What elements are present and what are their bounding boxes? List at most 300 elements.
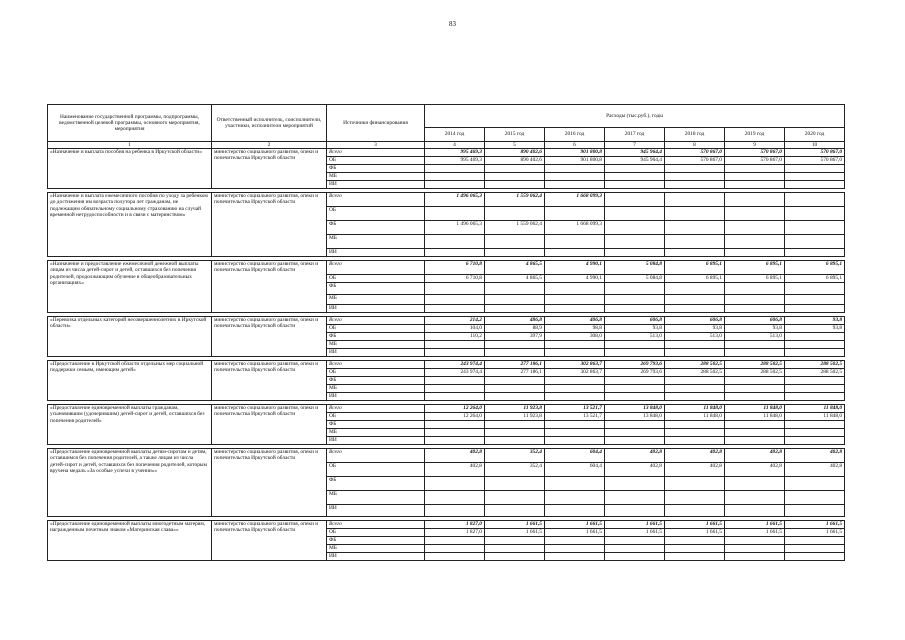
expense-value: 6 895,1 bbox=[785, 275, 845, 283]
expense-value: 1 661,5 bbox=[545, 529, 605, 537]
expense-value bbox=[725, 341, 785, 349]
page-number: 83 bbox=[449, 20, 456, 28]
expense-value bbox=[605, 421, 665, 429]
expense-value: 5 084,8 bbox=[605, 261, 665, 275]
expense-value: 406,8 bbox=[545, 317, 605, 325]
table-row bbox=[48, 361, 845, 369]
expense-value bbox=[785, 429, 845, 437]
expense-value bbox=[425, 505, 485, 517]
program-name: «Назначение и выплата ежемесячного пособия по уходу за ребенком до достижения им возраста полутора лет гражданам, не подлежащим обязательному социальному страхованию на случай временной нетрудоспособности и в связи с материнством» bbox=[48, 193, 212, 257]
expense-value: 570 867,0 bbox=[785, 157, 845, 165]
expense-value: 1 661,5 bbox=[725, 521, 785, 529]
expense-value bbox=[665, 437, 725, 445]
expense-value bbox=[545, 505, 605, 517]
program-name: «Предоставление единовременной выплаты детям-сиротам и детям, оставшимся без попечения родителей, а также лицам из числа детей-сирот и детей, оставшихся без попечения родителей, которым вручена медаль «За особые успехи в учении»» bbox=[48, 449, 212, 517]
expense-value: 606,8 bbox=[605, 317, 665, 325]
expense-value: 402,8 bbox=[605, 463, 665, 477]
expense-value: 13 848,0 bbox=[605, 405, 665, 413]
funding-source: МБ bbox=[327, 235, 425, 249]
funding-source: МБ bbox=[327, 385, 425, 393]
expense-value bbox=[425, 283, 485, 295]
expense-value bbox=[665, 173, 725, 181]
table-row bbox=[48, 405, 845, 413]
expense-value bbox=[485, 295, 545, 305]
header-expenses: Расходы (тыс.руб.), годы bbox=[425, 105, 845, 128]
expense-value: 570 867,0 bbox=[665, 157, 725, 165]
funding-source: МБ bbox=[327, 545, 425, 553]
program-name: «Перевозка отдельных категорий несовершеннолетних в Иркутской области» bbox=[48, 317, 212, 357]
expense-value bbox=[725, 305, 785, 313]
expense-value bbox=[485, 421, 545, 429]
expense-value: 1 827,0 bbox=[425, 521, 485, 529]
expense-value: 277 186,1 bbox=[485, 361, 545, 369]
expense-value: 4 865,5 bbox=[485, 261, 545, 275]
funding-source: ИИ bbox=[327, 349, 425, 357]
funding-source: ИИ bbox=[327, 553, 425, 561]
responsible-executor: министерство социального развития, опеки и попечительства Иркутской области bbox=[212, 405, 327, 445]
expense-value: 6 710,8 bbox=[425, 275, 485, 283]
expense-value bbox=[545, 393, 605, 401]
expense-value: 890 402,6 bbox=[485, 149, 545, 157]
funding-source: МБ bbox=[327, 491, 425, 505]
funding-source: ОБ bbox=[327, 325, 425, 333]
expense-value: 570 867,0 bbox=[725, 149, 785, 157]
expense-value: 1 496 065,3 bbox=[425, 193, 485, 207]
expense-value bbox=[485, 249, 545, 257]
funding-source: Всего bbox=[327, 261, 425, 275]
expense-value: 6 895,1 bbox=[665, 275, 725, 283]
column-number: 3 bbox=[327, 142, 425, 149]
table-row bbox=[48, 521, 845, 529]
expense-value: 11 923,8 bbox=[485, 405, 545, 413]
expense-value bbox=[485, 207, 545, 221]
expense-value: 110,2 bbox=[425, 333, 485, 341]
expense-value bbox=[605, 207, 665, 221]
expense-value bbox=[545, 207, 605, 221]
expense-value bbox=[485, 305, 545, 313]
expense-value: 1 496 065,3 bbox=[425, 221, 485, 235]
expense-value bbox=[725, 477, 785, 491]
expense-value: 269 793,6 bbox=[605, 369, 665, 377]
funding-source: ОБ bbox=[327, 413, 425, 421]
expense-value: 570 867,0 bbox=[725, 157, 785, 165]
expense-value bbox=[725, 283, 785, 295]
program-name: «Предоставление единовременной выплаты гражданам, усыновившим (удочерившим) детей-сирот и детей, оставшихся без попечения родителей» bbox=[48, 405, 212, 445]
expense-value bbox=[485, 477, 545, 491]
expense-value: 604,4 bbox=[545, 449, 605, 463]
expense-value bbox=[725, 249, 785, 257]
expense-value: 11 848,0 bbox=[665, 405, 725, 413]
expense-value: 1 661,5 bbox=[605, 521, 665, 529]
program-name: «Назначение и предоставление ежемесячной денежной выплаты лицам из числа детей-сирот и детей, оставшихся без попечения родителей, продолжающим обучение в общеобразовательных организациях» bbox=[48, 261, 212, 313]
funding-source: Всего bbox=[327, 193, 425, 207]
column-number: 2 bbox=[212, 142, 327, 149]
expense-value: 1 661,5 bbox=[665, 529, 725, 537]
expense-value: 606,8 bbox=[665, 317, 725, 325]
expense-value bbox=[725, 349, 785, 357]
expense-value bbox=[425, 545, 485, 553]
expense-value bbox=[425, 235, 485, 249]
expense-value bbox=[545, 295, 605, 305]
column-number: 8 bbox=[665, 142, 725, 149]
expense-value bbox=[785, 305, 845, 313]
expense-value: 104,0 bbox=[425, 325, 485, 333]
expense-value: 11 923,8 bbox=[485, 413, 545, 421]
expense-value: 1 559 062,4 bbox=[485, 221, 545, 235]
expense-value: 88,9 bbox=[485, 325, 545, 333]
expense-value bbox=[785, 181, 845, 189]
expense-value: 4 865,5 bbox=[485, 275, 545, 283]
expense-value bbox=[485, 393, 545, 401]
expense-value bbox=[605, 193, 665, 207]
column-number: 6 bbox=[545, 142, 605, 149]
expense-value bbox=[605, 545, 665, 553]
expense-value: 243 974,4 bbox=[425, 361, 485, 369]
column-number: 5 bbox=[485, 142, 545, 149]
expense-value: 269 793,6 bbox=[605, 361, 665, 369]
expense-value bbox=[665, 421, 725, 429]
expense-value bbox=[725, 295, 785, 305]
expense-value bbox=[665, 235, 725, 249]
expense-value bbox=[785, 545, 845, 553]
expense-value bbox=[785, 295, 845, 305]
expense-value bbox=[665, 207, 725, 221]
column-number: 10 bbox=[785, 142, 845, 149]
expense-value: 302 863,7 bbox=[545, 361, 605, 369]
expense-value: 93,8 bbox=[785, 317, 845, 325]
funding-source: ФБ bbox=[327, 377, 425, 385]
expense-value bbox=[665, 385, 725, 393]
expense-value: 945 964,4 bbox=[605, 149, 665, 157]
expense-value bbox=[605, 477, 665, 491]
expense-value: 1 668 099,3 bbox=[545, 193, 605, 207]
funding-source: ФБ bbox=[327, 333, 425, 341]
expense-value bbox=[545, 249, 605, 257]
expense-value bbox=[485, 429, 545, 437]
expense-value: 11 848,0 bbox=[785, 405, 845, 413]
expense-value bbox=[785, 393, 845, 401]
expense-value bbox=[665, 349, 725, 357]
header-year: 2014 год bbox=[425, 128, 485, 142]
expense-value bbox=[665, 283, 725, 295]
header-year: 2016 год bbox=[545, 128, 605, 142]
expense-value: 513,0 bbox=[605, 333, 665, 341]
expense-value bbox=[485, 349, 545, 357]
header-responsible: Ответственный исполнитель, соисполнители, участники, исполнители мероприятий bbox=[212, 105, 327, 142]
expense-value: 11 848,0 bbox=[725, 405, 785, 413]
expense-value bbox=[725, 193, 785, 207]
expense-value: 890 402,6 bbox=[485, 157, 545, 165]
expense-value bbox=[725, 207, 785, 221]
expense-value bbox=[425, 207, 485, 221]
expense-value bbox=[425, 537, 485, 545]
expense-value bbox=[425, 553, 485, 561]
expense-value bbox=[605, 295, 665, 305]
expense-value bbox=[545, 491, 605, 505]
funding-source: ОБ bbox=[327, 463, 425, 477]
expense-value: 995 469,3 bbox=[425, 149, 485, 157]
expense-value bbox=[785, 341, 845, 349]
expense-value bbox=[605, 505, 665, 517]
expense-value bbox=[485, 537, 545, 545]
funding-source: ИИ bbox=[327, 437, 425, 445]
expense-value: 243 974,4 bbox=[425, 369, 485, 377]
funding-source: ФБ bbox=[327, 283, 425, 295]
expense-value bbox=[545, 385, 605, 393]
expense-value bbox=[725, 491, 785, 505]
expense-value bbox=[605, 283, 665, 295]
expense-value: 1 661,5 bbox=[485, 521, 545, 529]
expense-value: 606,8 bbox=[725, 317, 785, 325]
expense-value bbox=[605, 181, 665, 189]
expense-value bbox=[425, 295, 485, 305]
expense-value bbox=[785, 385, 845, 393]
expense-value bbox=[605, 221, 665, 235]
funding-source: МБ bbox=[327, 341, 425, 349]
expense-value: 288 502,5 bbox=[725, 369, 785, 377]
expense-value bbox=[425, 305, 485, 313]
responsible-executor: министерство социального развития, опеки и попечительства Иркутской области bbox=[212, 149, 327, 189]
expense-value bbox=[785, 553, 845, 561]
expense-value bbox=[785, 283, 845, 295]
header-year: 2020 год bbox=[785, 128, 845, 142]
expense-value bbox=[665, 193, 725, 207]
expense-value bbox=[485, 377, 545, 385]
expense-value bbox=[425, 377, 485, 385]
expense-value bbox=[605, 235, 665, 249]
expense-value bbox=[425, 249, 485, 257]
expense-value: 308,0 bbox=[545, 333, 605, 341]
expense-value bbox=[725, 421, 785, 429]
expense-value bbox=[425, 491, 485, 505]
expense-value: 513,0 bbox=[725, 333, 785, 341]
expense-value: 995 469,3 bbox=[425, 157, 485, 165]
header-year: 2018 год bbox=[665, 128, 725, 142]
expense-value: 6 710,8 bbox=[425, 261, 485, 275]
expense-value bbox=[425, 385, 485, 393]
expense-value bbox=[665, 505, 725, 517]
funding-source: ИИ bbox=[327, 505, 425, 517]
expense-value bbox=[725, 429, 785, 437]
expense-value bbox=[665, 249, 725, 257]
expense-value: 13 521,7 bbox=[545, 405, 605, 413]
column-number: 9 bbox=[725, 142, 785, 149]
expense-value bbox=[545, 349, 605, 357]
expense-value: 4 990,1 bbox=[545, 261, 605, 275]
expense-value bbox=[485, 181, 545, 189]
expense-value bbox=[665, 341, 725, 349]
expense-value bbox=[785, 249, 845, 257]
expense-value: 570 867,0 bbox=[665, 149, 725, 157]
expense-value: 402,8 bbox=[725, 449, 785, 463]
responsible-executor: министерство социального развития, опеки и попечительства Иркутской области bbox=[212, 261, 327, 313]
expense-value bbox=[485, 505, 545, 517]
expense-value bbox=[605, 165, 665, 173]
responsible-executor: министерство социального развития, опеки и попечительства Иркутской области bbox=[212, 193, 327, 257]
expense-value: 1 661,5 bbox=[785, 529, 845, 537]
funding-source: ФБ bbox=[327, 421, 425, 429]
expense-value bbox=[665, 553, 725, 561]
expense-value: 945 964,4 bbox=[605, 157, 665, 165]
expense-value bbox=[485, 341, 545, 349]
expense-value: 288 502,5 bbox=[725, 361, 785, 369]
expense-value bbox=[605, 537, 665, 545]
funding-source: МБ bbox=[327, 295, 425, 305]
funding-source: ИИ bbox=[327, 249, 425, 257]
expense-value bbox=[485, 553, 545, 561]
expense-value bbox=[545, 545, 605, 553]
funding-source: Всего bbox=[327, 521, 425, 529]
expense-value bbox=[725, 505, 785, 517]
expense-value bbox=[665, 377, 725, 385]
expense-value: 288 502,5 bbox=[785, 369, 845, 377]
table-row bbox=[48, 149, 845, 157]
table-row bbox=[48, 261, 845, 275]
expense-value bbox=[725, 437, 785, 445]
expense-value: 12 264,0 bbox=[425, 405, 485, 413]
expense-value bbox=[605, 553, 665, 561]
expense-value bbox=[725, 221, 785, 235]
expense-value: 5 084,8 bbox=[605, 275, 665, 283]
funding-source: ИИ bbox=[327, 305, 425, 313]
expense-value bbox=[725, 553, 785, 561]
expense-value: 1 559 062,4 bbox=[485, 193, 545, 207]
responsible-executor: министерство социального развития, опеки и попечительства Иркутской области bbox=[212, 361, 327, 401]
expense-value bbox=[785, 477, 845, 491]
expense-value: 402,8 bbox=[785, 449, 845, 463]
expense-value bbox=[485, 545, 545, 553]
header-program: Наименование государственной программы, подпрограммы, ведомственной целевой программы, основного мероприятия, мероприятия bbox=[48, 105, 212, 142]
expense-value: 1 661,5 bbox=[665, 521, 725, 529]
expense-value bbox=[785, 235, 845, 249]
expense-value: 486,8 bbox=[485, 317, 545, 325]
funding-source: Всего bbox=[327, 317, 425, 325]
expense-value: 1 661,5 bbox=[785, 521, 845, 529]
expense-value bbox=[485, 385, 545, 393]
expense-value bbox=[785, 505, 845, 517]
funding-source: ОБ bbox=[327, 529, 425, 537]
expense-value bbox=[785, 421, 845, 429]
expense-value bbox=[785, 207, 845, 221]
expense-value: 604,4 bbox=[545, 463, 605, 477]
expense-value: 352,4 bbox=[485, 463, 545, 477]
expense-value bbox=[665, 537, 725, 545]
funding-source: МБ bbox=[327, 429, 425, 437]
table-row bbox=[48, 317, 845, 325]
responsible-executor: министерство социального развития, опеки и попечительства Иркутской области bbox=[212, 449, 327, 517]
header-year: 2017 год bbox=[605, 128, 665, 142]
expense-value: 6 895,1 bbox=[665, 261, 725, 275]
expense-value bbox=[725, 545, 785, 553]
expense-value bbox=[545, 377, 605, 385]
expense-value bbox=[545, 173, 605, 181]
expense-value: 93,8 bbox=[785, 325, 845, 333]
expense-value bbox=[545, 437, 605, 445]
expense-value bbox=[605, 393, 665, 401]
expense-value bbox=[545, 305, 605, 313]
expense-value bbox=[785, 221, 845, 235]
responsible-executor: министерство социального развития, опеки и попечительства Иркутской области bbox=[212, 521, 327, 561]
expense-value bbox=[425, 349, 485, 357]
expense-value: 93,8 bbox=[725, 325, 785, 333]
expense-value bbox=[605, 341, 665, 349]
expense-value: 402,8 bbox=[425, 463, 485, 477]
expense-value: 11 848,0 bbox=[785, 413, 845, 421]
expense-value bbox=[425, 437, 485, 445]
expense-value bbox=[485, 283, 545, 295]
expense-value bbox=[785, 349, 845, 357]
expense-value: 288 502,5 bbox=[665, 369, 725, 377]
expense-value: 1 661,5 bbox=[725, 529, 785, 537]
funding-source: ОБ bbox=[327, 157, 425, 165]
expense-value bbox=[665, 545, 725, 553]
expense-value: 1 827,0 bbox=[425, 529, 485, 537]
expense-value bbox=[665, 165, 725, 173]
column-number: 1 bbox=[48, 142, 212, 149]
expense-value: 352,4 bbox=[485, 449, 545, 463]
expense-value: 214,2 bbox=[425, 317, 485, 325]
expense-value bbox=[605, 491, 665, 505]
budget-table bbox=[47, 104, 845, 561]
expense-value: 93,8 bbox=[605, 325, 665, 333]
expense-value bbox=[725, 377, 785, 385]
column-number: 4 bbox=[425, 142, 485, 149]
table-row bbox=[48, 193, 845, 207]
expense-value bbox=[485, 235, 545, 249]
expense-value bbox=[665, 305, 725, 313]
funding-source: ФБ bbox=[327, 221, 425, 235]
expense-value: 11 848,0 bbox=[725, 413, 785, 421]
expense-value bbox=[725, 181, 785, 189]
expense-value: 13 521,7 bbox=[545, 413, 605, 421]
expense-value bbox=[665, 477, 725, 491]
expense-value: 397,9 bbox=[485, 333, 545, 341]
funding-source: МБ bbox=[327, 173, 425, 181]
expense-value: 93,8 bbox=[665, 325, 725, 333]
expense-value: 1 668 099,3 bbox=[545, 221, 605, 235]
funding-source: ФБ bbox=[327, 537, 425, 545]
expense-value: 402,8 bbox=[425, 449, 485, 463]
expense-value bbox=[545, 537, 605, 545]
expense-value: 1 661,5 bbox=[545, 521, 605, 529]
expense-value bbox=[785, 173, 845, 181]
expense-value bbox=[425, 165, 485, 173]
expense-value bbox=[665, 295, 725, 305]
expense-value bbox=[785, 165, 845, 173]
funding-source: ФБ bbox=[327, 477, 425, 491]
expense-value bbox=[545, 429, 605, 437]
expense-value bbox=[485, 491, 545, 505]
funding-source: Всего bbox=[327, 449, 425, 463]
expense-value: 98,8 bbox=[545, 325, 605, 333]
expense-value bbox=[725, 173, 785, 181]
expense-value bbox=[425, 393, 485, 401]
header-source: Источники финансирования bbox=[327, 105, 425, 142]
expense-value bbox=[425, 429, 485, 437]
expense-value bbox=[665, 429, 725, 437]
table-row bbox=[48, 449, 845, 463]
expense-value: 901 800,8 bbox=[545, 149, 605, 157]
expense-value bbox=[785, 333, 845, 341]
expense-value bbox=[785, 491, 845, 505]
expense-value bbox=[665, 491, 725, 505]
funding-source: Всего bbox=[327, 405, 425, 413]
expense-value bbox=[605, 385, 665, 393]
expense-value: 277 186,1 bbox=[485, 369, 545, 377]
expense-value bbox=[485, 173, 545, 181]
expense-value: 288 502,5 bbox=[785, 361, 845, 369]
expense-value bbox=[605, 249, 665, 257]
